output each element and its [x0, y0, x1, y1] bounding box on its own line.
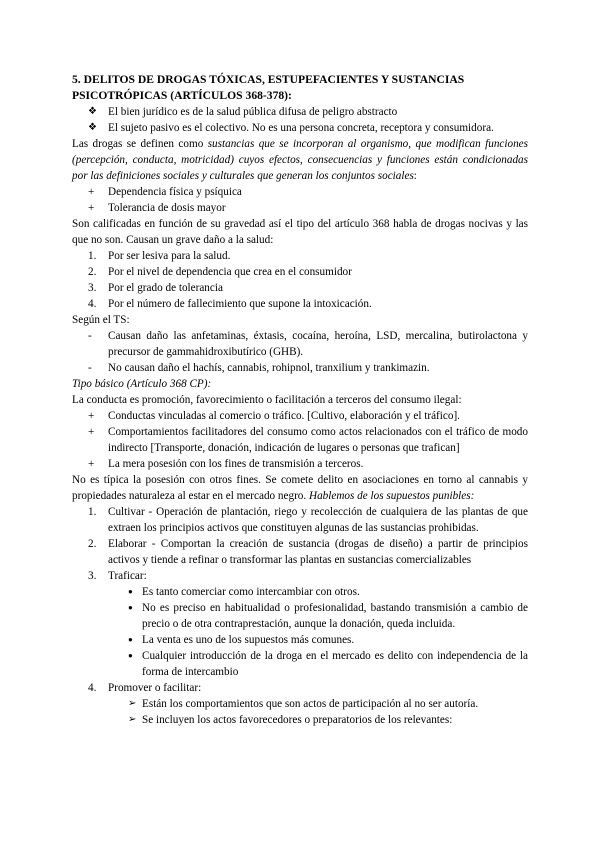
diamond-bullet-icon: ❖	[88, 122, 97, 133]
conducta-paragraph: La conducta es promoción, favorecimiento o facilitación a terceros del consumo ilegal:	[72, 394, 462, 406]
bullet-item: ● La venta es uno de los supuestos más comunes.	[128, 634, 355, 646]
classification-paragraph: Son calificadas en función de su gravedad así el tipo del artículo 368 habla de drogas nocivas y las que no son. Causan un grave daño a la salud:	[72, 218, 528, 246]
plus-item: + Tolerancia de dosis mayor	[88, 202, 226, 214]
diamond-item: ❖ El bien jurídico es de la salud pública difusa de peligro abstracto	[88, 106, 398, 118]
dash-item: - Causan daño las anfetaminas, éxtasis, cocaína, heroína, LSD, mercalina, butirolactona y precursor de gammahidroxibutírico (GHB).	[88, 330, 528, 358]
plus-bullet-icon: +	[88, 410, 95, 422]
no-tipica-paragraph: No es típica la posesión con otros fines. Se comete delito en asociaciones en torno al cannabis y propiedades naturaleza al estar en el mercado negro. Hablemos de los supuestos punibles:	[72, 474, 528, 502]
plus-item: + Conductas vinculadas al comercio o tráfico. [Cultivo, elaboración y el tráfico].	[88, 410, 460, 422]
section-heading: 5. DELITOS DE DROGAS TÓXICAS, ESTUPEFACIENTES Y SUSTANCIAS PSICOTRÓPICAS (ARTÍCULOS 368-378):	[72, 73, 465, 102]
numbered-item: 1. Por ser lesiva para la salud.	[88, 250, 231, 262]
bullet-dot-icon: ●	[128, 651, 133, 660]
dash-item: - No causan daño el hachís, cannabis, rohipnol, tranxilium y trankimazin.	[88, 362, 430, 374]
plus-bullet-icon: +	[88, 186, 95, 198]
document-page	[72, 72, 528, 728]
bullet-dot-icon: ●	[128, 635, 133, 644]
diamond-bullet-icon: ❖	[88, 106, 97, 117]
plus-bullet-icon: +	[88, 426, 95, 438]
bullet-item: ● Cualquier introducción de la droga en el mercado es delito con independencia de la forma de intercambio	[128, 650, 528, 678]
bullet-item: ● Es tanto comerciar como intercambiar con otros.	[128, 586, 360, 598]
dash-bullet-icon: -	[88, 362, 92, 374]
drugs-definition: Las drogas se definen como sustancias que se incorporan al organismo, que modifican funciones (percepción, conducta, motricidad) cuyos efectos, consecuencias y funciones están condicionadas por las definiciones sociales y culturales que generan los conjuntos sociales:	[72, 138, 529, 182]
plus-item: + La mera posesión con los fines de transmisión a terceros.	[88, 458, 364, 470]
bullet-dot-icon: ●	[128, 603, 133, 612]
numbered-item: 4. Promover o facilitar:	[88, 682, 202, 694]
diamond-item: ❖ El sujeto pasivo es el colectivo. No es una persona concreta, receptora y consumidora.	[88, 122, 494, 134]
numbered-item: 2. Elaborar - Comportan la creación de sustancia (drogas de diseño) a partir de principios activos y tiende a refinar o transformar las plantas en sustancias comercializables	[88, 538, 528, 566]
numbered-item: 2. Por el nivel de dependencia que crea en el consumidor	[88, 266, 352, 278]
arrow-bullet-icon: ➢	[128, 698, 137, 709]
bullet-item: ● No es preciso en habitualidad o profesionalidad, bastando transmisión a cambio de precio o de otra contraprestación, aunque la donación, queda incluida.	[128, 602, 528, 630]
bullet-dot-icon: ●	[128, 587, 133, 596]
dash-bullet-icon: -	[88, 330, 92, 342]
arrow-item: ➢ Se incluyen los actos favorecedores o preparatorios de los relevantes:	[128, 714, 453, 726]
numbered-item: 3. Por el grado de tolerancia	[88, 282, 223, 294]
numbered-item: 4. Por el número de fallecimiento que supone la intoxicación.	[88, 298, 372, 310]
numbered-item: 3. Traficar:	[88, 570, 147, 582]
segun-ts: Según el TS:	[72, 314, 130, 326]
plus-item: + Comportamientos facilitadores del consumo como actos relacionados con el tráfico de modo indirecto [Transporte, donación, indicación de lugares o personas que trafican]	[88, 426, 528, 454]
plus-bullet-icon: +	[88, 202, 95, 214]
plus-bullet-icon: +	[88, 458, 95, 470]
plus-item: + Dependencia física y psíquica	[88, 186, 242, 198]
numbered-item: 1. Cultivar - Operación de plantación, riego y recolección de cualquiera de las plantas de que extraen los principios activos que constituyen algunas de las sustancias prohibidas.	[88, 506, 528, 534]
arrow-item: ➢ Están los comportamientos que son actos de participación al no ser autoría.	[128, 698, 479, 710]
tipo-basico-subheading: Tipo básico (Artículo 368 CP):	[72, 378, 212, 390]
arrow-bullet-icon: ➢	[128, 714, 137, 725]
